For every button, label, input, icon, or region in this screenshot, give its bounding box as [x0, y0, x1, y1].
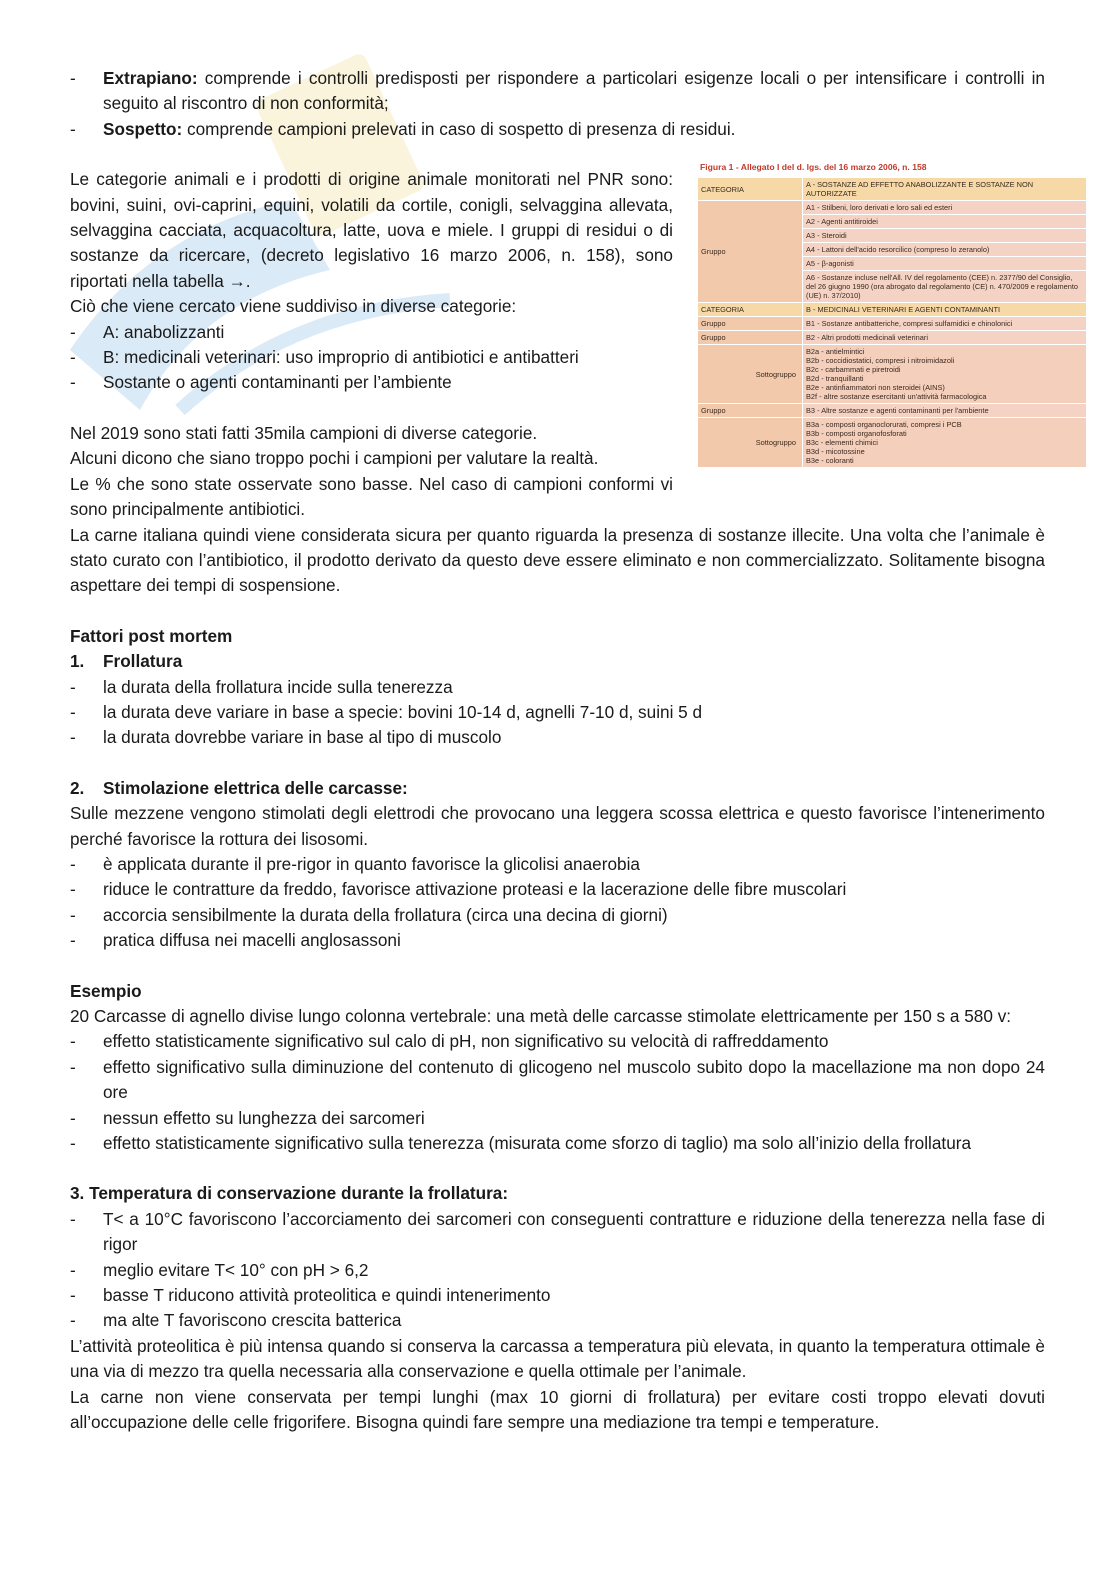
table-cell: CATEGORIA: [698, 178, 802, 200]
table-subcell: B2f - altre sostanze esercitanti un'attività farmacologica: [806, 392, 987, 401]
list-item: [70, 903, 1045, 928]
list-item: [70, 725, 1045, 750]
list-item: [70, 1055, 1045, 1106]
list-item-text: Sostante o agenti contaminanti per l’ambiente: [103, 372, 452, 393]
table-subcell: B3c - elementi chimici: [806, 438, 878, 447]
table-row: [698, 404, 1086, 417]
table-subcell: A4 - Lattoni dell'acido resorcilico (compreso lo zeranolo): [803, 243, 1086, 257]
bullet: -: [70, 879, 76, 900]
list-item: [70, 928, 1045, 953]
list-item-text: A: anabolizzanti: [103, 321, 225, 342]
table-cell: [803, 201, 1086, 302]
table-subcell: B2c - carbammati e piretroidi: [806, 365, 901, 374]
table-subcell: A5 - β-agonisti: [803, 257, 1086, 271]
table-subcell: A1 - Stilbeni, loro derivati e loro sali ed esteri: [803, 201, 1086, 215]
bullet: -: [70, 853, 76, 874]
list-item-text: riduce le contratture da freddo, favorisce attivazione proteasi e la lacerazione delle fibre muscolari: [103, 879, 847, 900]
table-cell: B - MEDICINALI VETERINARI E AGENTI CONTAMINANTI: [803, 303, 1086, 316]
list-item-text: la durata deve variare in base a specie: bovini 10-14 d, agnelli 7-10 d, suini 5 d: [103, 701, 703, 722]
section-number: 2.: [70, 777, 85, 798]
group-label: Gruppo: [701, 247, 726, 256]
paragraph: 20 Carcasse di agnello divise lungo colonna vertebrale: una metà delle carcasse stimolate elettricamente per 150 s a 580 v:: [70, 1006, 1012, 1026]
table-cell: B3 - Altre sostanze e agenti contaminanti per l'ambiente: [803, 404, 1086, 417]
subsection-title: 3. Temperatura di conservazione durante la frollatura:: [70, 1183, 509, 1204]
list-item: [70, 852, 1045, 877]
substances-table: [697, 177, 1087, 468]
pnr-line: Alcuni dicono che siano troppo pochi i campioni per valutare la realtà.: [70, 448, 599, 469]
table-row: [698, 303, 1086, 316]
term-sospetto: Sospetto:: [103, 118, 183, 139]
bullet: -: [70, 1259, 76, 1280]
bullet: -: [70, 904, 76, 925]
table-cell: [803, 345, 1086, 403]
section-heading: Fattori post mortem: [70, 625, 233, 646]
table-row: [698, 178, 1086, 200]
subsection-title-text: Frollatura: [103, 651, 183, 672]
list-item-text: effetto statisticamente significativo sul calo di pH, non significativo su velocità di raffreddamento: [103, 1031, 829, 1052]
table-row: [698, 317, 1086, 330]
list-item-text: la durata dovrebbe variare in base al tipo di muscolo: [103, 727, 502, 748]
table-subcell: B2e - antinfiammatori non steroidei (AINS): [806, 383, 945, 392]
table-subcell: A2 - Agenti antitiroidei: [803, 215, 1086, 229]
table-cell: CATEGORIA: [698, 303, 802, 316]
table-subcell: B2b - coccidiostatici, compresi i nitroimidazoli: [806, 356, 955, 365]
list-item-text: accorcia sensibilmente la durata della frollatura (circa una decina di giorni): [103, 904, 668, 925]
table-cell: Gruppo: [698, 317, 802, 330]
list-item: [70, 320, 673, 345]
list-item: [70, 1029, 1045, 1054]
list-item: [70, 345, 673, 370]
pnr-line: Nel 2019 sono stati fatti 35mila campioni di diverse categorie.: [70, 422, 538, 443]
paragraph: La carne non viene conservata per tempi lunghi (max 10 giorni di frollatura) per evitare costi troppo elevati dovuti all’occupazione delle celle frigorifere. Bisogna quindi fare sempre una mediazione tra tempi e temperature.: [70, 1386, 1045, 1433]
pnr-categories-intro: Ciò che viene cercato viene suddiviso in diverse categorie:: [70, 296, 517, 317]
list-item-text: pratica diffusa nei macelli anglosassoni: [103, 930, 401, 951]
subsection-title-text: Stimolazione elettrica delle carcasse:: [103, 777, 408, 798]
table-cell: [698, 418, 802, 467]
list-item: [70, 675, 1045, 700]
table-cell: [698, 201, 802, 302]
table-subcell: A6 - Sostanze incluse nell'All. IV del regolamento (CEE) n. 2377/90 del Consiglio, del 26 giugno 1990 (ora abrogato dal regolamento (CE) n. 470/2009 e regolamento (UE) n. 37/2010): [806, 273, 1078, 300]
bullet: -: [70, 1285, 76, 1306]
list-item-text: ma alte T favoriscono crescita batterica: [103, 1310, 402, 1331]
list-item: [70, 66, 1045, 117]
pnr-line: Le % che sono state osservate sono basse. Nel caso di campioni conformi vi sono principalmente antibiotici.: [70, 473, 673, 520]
list-item-text: la durata della frollatura incide sulla tenerezza: [103, 676, 453, 697]
bullet: -: [70, 1031, 76, 1052]
term-text: comprende campioni prelevati in caso di sospetto di presenza di residui.: [182, 118, 736, 139]
list-item-text: meglio evitare T< 10° con pH > 6,2: [103, 1259, 369, 1280]
paragraph: Sulle mezzene vengono stimolati degli elettrodi che provocano una leggera scossa elettrica e questo favorisce l’intenerimento perché favorisce la rottura dei lisosomi.: [70, 803, 1045, 849]
paragraph: L’attività proteolitica è più intensa quando si conserva la carcassa a temperatura più elevata, in quanto la temperatura ottimale è una via di mezzo tra quella necessaria alla conservazione e quella ottimale per l’animale.: [70, 1335, 1045, 1382]
list-item: [70, 1131, 1045, 1156]
list-item: [70, 370, 673, 395]
bullet: -: [70, 68, 76, 88]
list-item-text: T< a 10°C favoriscono l’accorciamento dei sarcomeri con conseguenti contratture e riduzione della tenerezza nella fase di rigor: [103, 1208, 1045, 1255]
table-row: [698, 331, 1086, 344]
table-subcell: B3b - composti organofosforati: [806, 429, 907, 438]
table-cell: Gruppo: [698, 331, 802, 344]
list-item: [70, 1258, 1045, 1283]
term-text: comprende i controlli predisposti per rispondere a particolari esigenze locali o per intensificare i controlli in seguito al riscontro di non conformità;: [103, 68, 1045, 114]
list-item-text: B: medicinali veterinari: uso improprio di antibiotici e antibatteri: [103, 347, 579, 368]
subgroup-label: Sottogruppo: [755, 438, 796, 447]
table-cell: A - SOSTANZE AD EFFETTO ANABOLIZZANTE E SOSTANZE NON AUTORIZZATE: [803, 178, 1086, 200]
figure-caption: Figura 1 - Allegato I del d. lgs. del 16 marzo 2006, n. 158: [700, 162, 927, 172]
bullet: -: [70, 1107, 76, 1128]
table-row: [698, 418, 1086, 467]
table-cell: Gruppo: [698, 404, 802, 417]
table-row: [698, 201, 1086, 302]
bullet: -: [70, 676, 76, 697]
bullet: -: [70, 1133, 76, 1154]
list-item: [70, 1207, 1045, 1258]
list-item-text: basse T riducono attività proteolitica e quindi intenerimento: [103, 1285, 551, 1306]
table-cell: [803, 418, 1086, 467]
example-heading: Esempio: [70, 980, 142, 1001]
pnr-paragraph: Le categorie animali e i prodotti di origine animale monitorati nel PNR sono: bovini, suini, ovi-caprini, equini, volatili da cortile, conigli, selvaggina allevata, selvaggina cacciata, acquacoltura, latte, uova e miele. I gruppi di residui o di sostanze da ricercare, (decreto legislativo 16 marzo 2006, n. 158), sono riportati nella tabella →.: [70, 169, 673, 291]
list-item: [70, 1106, 1045, 1131]
table-cell: [698, 345, 802, 403]
subsection-title: [70, 776, 1045, 801]
table-cell: B2 - Altri prodotti medicinali veterinari: [803, 331, 1086, 344]
list-item: [70, 700, 1045, 725]
table-cell: B1 - Sostanze antibatteriche, compresi sulfamidici e chinolonici: [803, 317, 1086, 330]
list-item-text: effetto significativo sulla diminuzione del contenuto di glicogeno nel muscolo subito dopo la macellazione ma non dopo 24 ore: [103, 1056, 1045, 1103]
list-item: [70, 1283, 1045, 1308]
bullet: -: [70, 1310, 76, 1331]
list-item: [70, 877, 1045, 902]
table-subcell: B3d - micotossine: [806, 447, 865, 456]
bullet: -: [70, 701, 76, 722]
table-subcell: B2a - antielmintici: [806, 347, 865, 356]
term-extrapiano: Extrapiano:: [103, 68, 198, 88]
list-item-text: è applicata durante il pre-rigor in quanto favorisce la glicolisi anaerobia: [103, 853, 640, 874]
section-number: 1.: [70, 651, 85, 672]
list-item: [70, 117, 1045, 142]
table-subcell: B3a - composti organoclorurati, compresi i PCB: [806, 420, 962, 429]
bullet: -: [70, 118, 76, 139]
list-item-text: nessun effetto su lunghezza dei sarcomeri: [103, 1107, 425, 1128]
bullet: -: [70, 1208, 76, 1229]
bullet: -: [70, 372, 76, 393]
subgroup-label: Sottogruppo: [755, 369, 796, 379]
subsection-title: [70, 649, 1045, 674]
bullet: -: [70, 347, 76, 368]
figure-table: [697, 163, 1087, 508]
table-row: [698, 345, 1086, 403]
bullet: -: [70, 727, 76, 748]
list-item: [70, 1308, 1045, 1333]
bullet: -: [70, 321, 76, 342]
table-subcell: A3 - Steroidi: [803, 229, 1086, 243]
table-subcell: B2d - tranquillanti: [806, 374, 864, 383]
bullet: -: [70, 930, 76, 951]
pnr-section: [70, 167, 673, 522]
list-item-text: effetto statisticamente significativo sulla tenerezza (misurata come sforzo di taglio) ma solo all’inizio della frollatura: [103, 1133, 972, 1154]
bullet: -: [70, 1056, 76, 1077]
pnr-conclusion: La carne italiana quindi viene considerata sicura per quanto riguarda la presenza di sostanze illecite. Una volta che l’animale è stato curato con l’antibiotico, il prodotto derivato da questo deve essere eliminato e non commercializzato. Solitamente bisogna aspettare dei tempi di sospensione.: [70, 524, 1045, 596]
table-subcell: B3e - coloranti: [806, 456, 854, 465]
